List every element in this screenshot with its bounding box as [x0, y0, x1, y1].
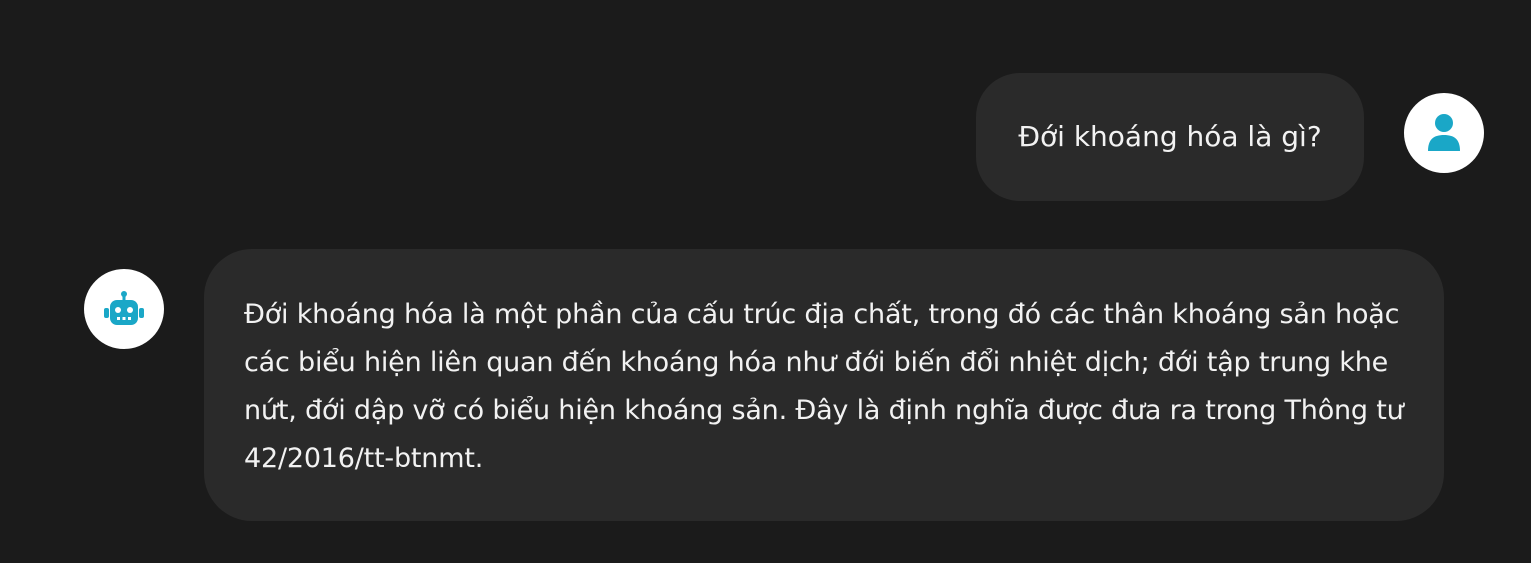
assistant-message-text: Đới khoáng hóa là một phần của cấu trúc địa chất, trong đó các thân khoáng sản hoặc các biểu hiện liên quan đến khoáng hóa như đới biến đổi nhiệt dịch; đới tập trung khe nứt, đới dập vỡ có biểu hiện khoáng sản. Đây là định nghĩa được đưa ra trong Thông tư 42/2016/tt-btnmt.: [244, 299, 1404, 474]
user-message-text: Đới khoáng hóa là gì?: [1018, 120, 1322, 153]
user-message-bubble: [976, 73, 1364, 201]
user-avatar: [1404, 93, 1484, 173]
assistant-avatar: [84, 269, 164, 349]
assistant-message-bubble: [204, 249, 1444, 521]
robot-icon: [103, 291, 145, 327]
user-icon: [1426, 113, 1462, 153]
